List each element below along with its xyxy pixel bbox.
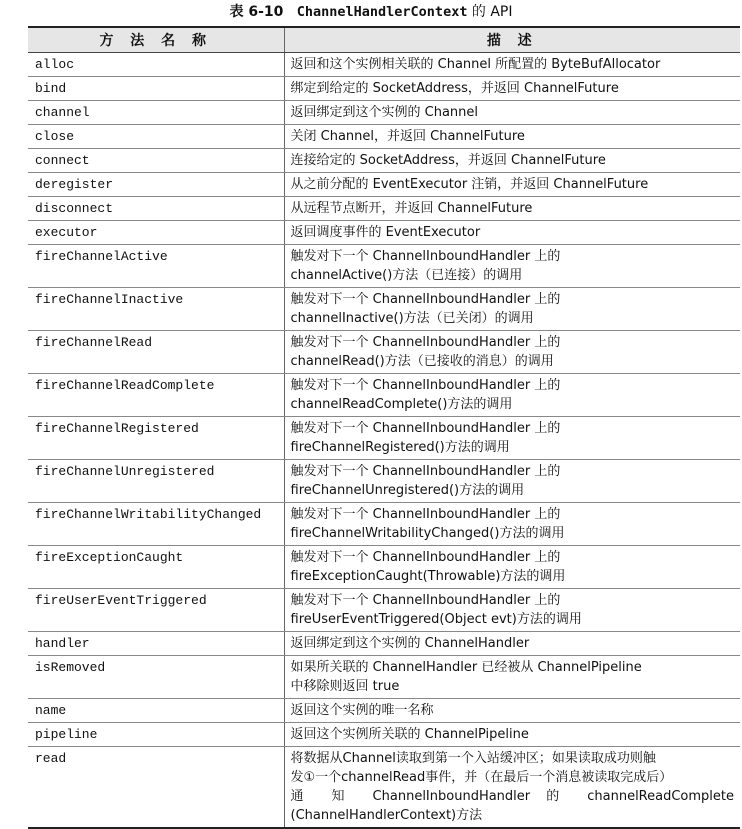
description-line: fireExceptionCaught(Throwable)方法的调用 <box>290 569 566 584</box>
table-row <box>28 331 740 374</box>
method-name-cell: fireChannelActive <box>28 245 284 288</box>
description-line: 返回绑定到这个实例的 ChannelHandler <box>290 636 530 651</box>
caption-class-name: ChannelHandlerContext <box>296 4 468 20</box>
method-name-cell: fireChannelWritabilityChanged <box>28 503 284 546</box>
description-line: channelActive()方法（已连接）的调用 <box>290 268 523 283</box>
description-line: 触发对下一个 ChannelInboundHandler 上的 <box>290 421 561 436</box>
method-name-cell: close <box>28 125 284 149</box>
description-line: 返回绑定到这个实例的 Channel <box>290 105 479 120</box>
table-row <box>28 77 740 101</box>
table-row <box>28 221 740 245</box>
description-line: 通 知 ChannelInboundHandler 的 channelReadComplete <box>290 789 734 804</box>
description-cell <box>284 149 740 173</box>
method-name-cell: read <box>28 747 284 829</box>
description-line: 从之前分配的 EventExecutor 注销，并返回 ChannelFuture <box>290 177 649 192</box>
description-cell <box>284 331 740 374</box>
description-line: 发①一个channelRead事件，并（在最后一个消息被读取完成后） <box>290 770 673 785</box>
table-row <box>28 53 740 77</box>
description-line: 如果所关联的 ChannelHandler 已经被从 ChannelPipeline <box>290 660 642 675</box>
description-line: fireChannelUnregistered()方法的调用 <box>290 483 525 498</box>
description-line: channelRead()方法（已接收的消息）的调用 <box>290 354 554 369</box>
api-table <box>28 26 740 829</box>
description-line: 触发对下一个 ChannelInboundHandler 上的 <box>290 464 561 479</box>
caption-suffix: 的 API <box>471 4 513 20</box>
description-line: 触发对下一个 ChannelInboundHandler 上的 <box>290 550 561 565</box>
description-cell <box>284 53 740 77</box>
description-cell <box>284 374 740 417</box>
description-line: 从远程节点断开，并返回 ChannelFuture <box>290 201 533 216</box>
table-row <box>28 747 740 829</box>
description-cell <box>284 417 740 460</box>
description-cell <box>284 632 740 656</box>
table-row <box>28 125 740 149</box>
description-line: 连接给定的 SocketAddress，并返回 ChannelFuture <box>290 153 606 168</box>
table-row <box>28 699 740 723</box>
table-row <box>28 288 740 331</box>
description-cell <box>284 221 740 245</box>
description-cell <box>284 546 740 589</box>
method-name-cell: fireChannelRegistered <box>28 417 284 460</box>
method-name-cell: isRemoved <box>28 656 284 699</box>
method-name-cell: alloc <box>28 53 284 77</box>
method-name-cell: deregister <box>28 173 284 197</box>
description-line: 触发对下一个 ChannelInboundHandler 上的 <box>290 292 561 307</box>
method-name-cell: executor <box>28 221 284 245</box>
method-name-cell: handler <box>28 632 284 656</box>
description-line: 触发对下一个 ChannelInboundHandler 上的 <box>290 593 561 608</box>
description-line: (ChannelHandlerContext)方法 <box>290 808 483 823</box>
description-line: 触发对下一个 ChannelInboundHandler 上的 <box>290 507 561 522</box>
method-name-cell: connect <box>28 149 284 173</box>
description-line: 触发对下一个 ChannelInboundHandler 上的 <box>290 378 561 393</box>
description-cell <box>284 77 740 101</box>
description-cell <box>284 460 740 503</box>
description-cell <box>284 699 740 723</box>
caption-number: 表 6-10 <box>229 4 284 20</box>
table-row <box>28 173 740 197</box>
table-row <box>28 546 740 589</box>
description-line: 关闭 Channel，并返回 ChannelFuture <box>290 129 525 144</box>
table-body <box>28 53 740 829</box>
description-line: 返回调度事件的 EventExecutor <box>290 225 481 240</box>
table-row <box>28 656 740 699</box>
method-name-cell: fireExceptionCaught <box>28 546 284 589</box>
description-cell <box>284 125 740 149</box>
header-description: 描 述 <box>284 27 740 53</box>
method-name-cell: disconnect <box>28 197 284 221</box>
table-caption <box>0 0 742 26</box>
method-name-cell: channel <box>28 101 284 125</box>
description-line: 中移除则返回 true <box>290 679 400 694</box>
table-row <box>28 245 740 288</box>
table-row <box>28 723 740 747</box>
description-line: 触发对下一个 ChannelInboundHandler 上的 <box>290 249 561 264</box>
description-cell <box>284 101 740 125</box>
description-cell <box>284 173 740 197</box>
table-row <box>28 417 740 460</box>
table-row <box>28 101 740 125</box>
description-line: 将数据从Channel读取到第一个入站缓冲区；如果读取成功则触 <box>290 751 656 766</box>
table-row <box>28 374 740 417</box>
method-name-cell: fireChannelInactive <box>28 288 284 331</box>
method-name-cell: name <box>28 699 284 723</box>
description-cell <box>284 656 740 699</box>
table-row <box>28 589 740 632</box>
description-line: 绑定到给定的 SocketAddress，并返回 ChannelFuture <box>290 81 619 96</box>
table-row <box>28 503 740 546</box>
table-row <box>28 632 740 656</box>
description-cell <box>284 747 740 829</box>
header-method-name: 方 法 名 称 <box>28 27 284 53</box>
description-line: 返回和这个实例相关联的 Channel 所配置的 ByteBufAllocator <box>290 57 661 72</box>
description-line: 返回这个实例所关联的 ChannelPipeline <box>290 727 529 742</box>
description-cell <box>284 589 740 632</box>
method-name-cell: fireChannelUnregistered <box>28 460 284 503</box>
method-name-cell: fireUserEventTriggered <box>28 589 284 632</box>
description-cell <box>284 288 740 331</box>
description-line: fireChannelWritabilityChanged()方法的调用 <box>290 526 565 541</box>
description-line: channelInactive()方法（已关闭）的调用 <box>290 311 534 326</box>
method-name-cell: fireChannelRead <box>28 331 284 374</box>
description-cell <box>284 503 740 546</box>
description-cell <box>284 197 740 221</box>
description-line: 触发对下一个 ChannelInboundHandler 上的 <box>290 335 561 350</box>
table-header-row <box>28 27 740 53</box>
method-name-cell: fireChannelReadComplete <box>28 374 284 417</box>
table-row <box>28 197 740 221</box>
description-cell <box>284 245 740 288</box>
description-line: fireChannelRegistered()方法的调用 <box>290 440 510 455</box>
method-name-cell: bind <box>28 77 284 101</box>
description-line: 返回这个实例的唯一名称 <box>290 703 434 718</box>
description-line: fireUserEventTriggered(Object evt)方法的调用 <box>290 612 582 627</box>
table-row <box>28 149 740 173</box>
method-name-cell: pipeline <box>28 723 284 747</box>
description-line: channelReadComplete()方法的调用 <box>290 397 513 412</box>
description-cell <box>284 723 740 747</box>
table-row <box>28 460 740 503</box>
